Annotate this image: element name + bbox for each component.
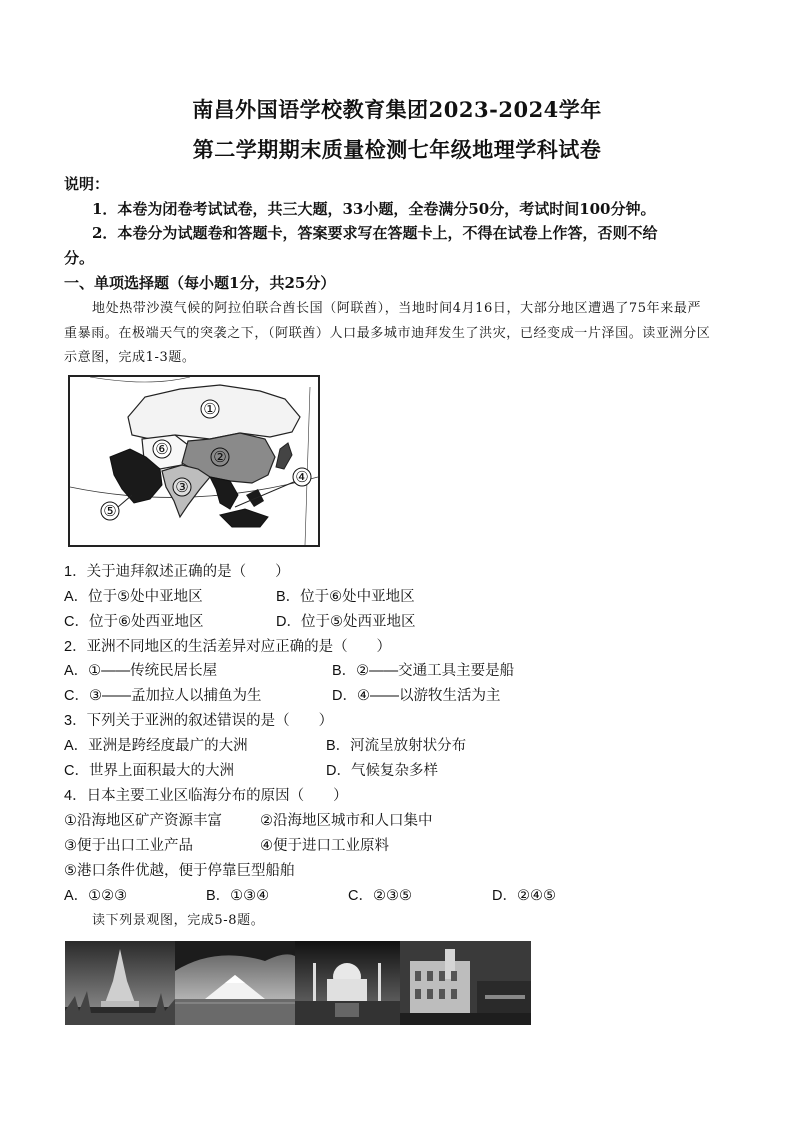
q4-option-b: B．①③④	[206, 888, 270, 904]
q3-option-d: D．气候复杂多样	[326, 763, 438, 779]
q3-option-b: B．河流呈放射状分布	[326, 738, 467, 754]
passage-line-2: 重暴雨。在极端天气的突袭之下，（阿联酋）人口最多城市迪拜发生了洪灾，已经变成一片泽国。读亚洲分区	[64, 326, 711, 341]
instruction-item-1: 1．本卷为闭卷考试试卷，共三大题，33小题，全卷满分50分，考试时间100分钟。	[92, 200, 656, 218]
asia-map-graphic	[70, 377, 318, 545]
q2-option-d: D．④——以游牧生活为主	[332, 688, 501, 704]
exam-title-line2: 第二学期期末质量检测七年级地理学科试卷	[192, 137, 602, 162]
q1-option-a: A．位于⑤处中亚地区	[64, 589, 203, 605]
q4-choice-2: ②沿海地区城市和人口集中	[260, 813, 433, 829]
q1-option-c: C．位于⑥处西亚地区	[64, 614, 204, 630]
map-label-6: ⑥	[155, 440, 169, 458]
map-label-5: ⑤	[103, 502, 117, 520]
section-heading: 一、单项选择题（每小题1分，共25分）	[64, 274, 336, 292]
exam-title-line1: 南昌外国语学校教育集团2023-2024学年	[192, 97, 602, 122]
map-label-1: ①	[203, 400, 217, 418]
photo-european-building	[400, 941, 531, 1025]
passage-line-3: 示意图，完成1-3题。	[64, 350, 196, 365]
q4-option-d: D．②④⑤	[492, 888, 556, 904]
q2-option-b: B．②——交通工具主要是船	[332, 663, 515, 679]
question-3-stem: 3．下列关于亚洲的叙述错误的是（ ）	[64, 713, 334, 729]
photo-pagoda	[65, 941, 175, 1025]
question-4-stem: 4．日本主要工业区临海分布的原因（ ）	[64, 788, 348, 804]
q1-option-d: D．位于⑤处西亚地区	[276, 614, 416, 630]
q4-choice-5: ⑤港口条件优越，便于停靠巨型船舶	[64, 863, 295, 879]
map-label-4: ④	[295, 468, 309, 486]
passage-line-1: 地处热带沙漠气候的阿拉伯联合酋长国（阿联酋），当地时间4月16日，大部分地区遭遇了75年来最严	[92, 301, 702, 316]
question-2-stem: 2．亚洲不同地区的生活差异对应正确的是（ ）	[64, 639, 392, 655]
photo-taj-mahal	[295, 941, 400, 1025]
q4-option-a: A．①②③	[64, 888, 128, 904]
instructions-label: 说明：	[64, 175, 110, 193]
q4-choice-3: ③便于出口工业产品	[64, 838, 193, 854]
asia-region-map	[68, 375, 320, 547]
instruction-item-2-cont: 分。	[64, 249, 95, 267]
q4-choice-4: ④便于进口工业原料	[260, 838, 389, 854]
q1-option-b: B．位于⑥处中亚地区	[276, 589, 415, 605]
landscape-photos	[65, 941, 531, 1025]
q4-choice-1: ①沿海地区矿产资源丰富	[64, 813, 222, 829]
q3-option-c: C．世界上面积最大的大洲	[64, 763, 234, 779]
q3-option-a: A．亚洲是跨经度最广的大洲	[64, 738, 248, 754]
landscape-photos-graphic	[65, 941, 531, 1025]
passage-2: 读下列景观图，完成5-8题。	[92, 913, 265, 928]
question-1-stem: 1．关于迪拜叙述正确的是（ ）	[64, 564, 290, 580]
q4-option-c: C．②③⑤	[348, 888, 412, 904]
q2-option-c: C．③——孟加拉人以捕鱼为生	[64, 688, 262, 704]
map-label-3: ③	[175, 478, 189, 496]
map-label-2: ②	[213, 448, 227, 466]
photo-mountain	[175, 941, 295, 1025]
q2-option-a: A．①——传统民居长屋	[64, 663, 218, 679]
instruction-item-2: 2．本卷分为试题卷和答题卡，答案要求写在答题卡上，不得在试卷上作答，否则不给	[92, 224, 658, 242]
